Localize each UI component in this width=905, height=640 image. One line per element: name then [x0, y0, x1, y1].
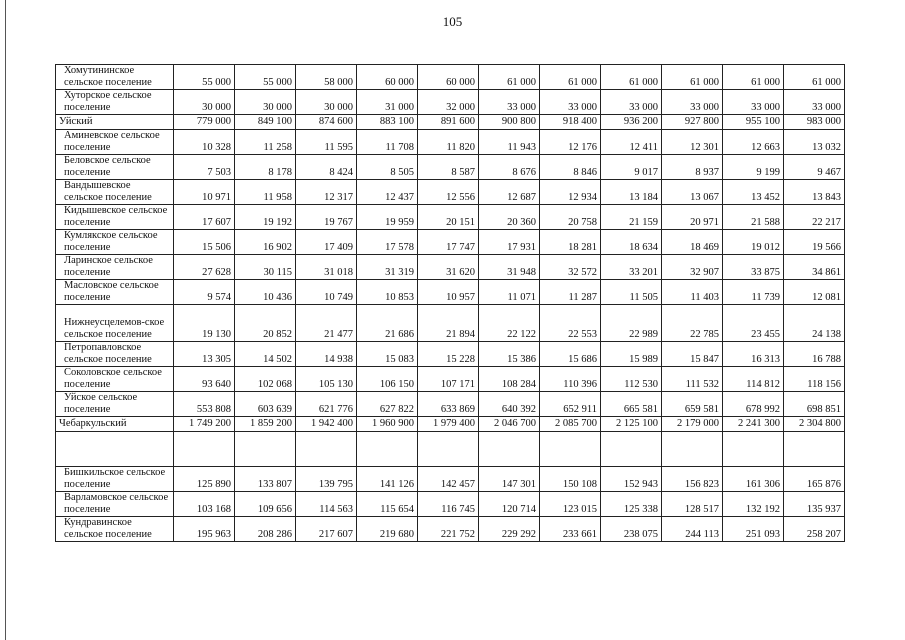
- value-cell: 135 937: [784, 492, 845, 517]
- value-cell: 1 979 400: [418, 417, 479, 432]
- value-cell: 19 767: [296, 205, 357, 230]
- row-name-cell: Масловское сельское поселение: [56, 280, 174, 305]
- value-cell: 8 587: [418, 155, 479, 180]
- value-cell: 17 578: [357, 230, 418, 255]
- value-cell: 244 113: [662, 517, 723, 542]
- page-number: 105: [442, 14, 463, 29]
- value-cell: 12 556: [418, 180, 479, 205]
- value-cell: 30 000: [174, 90, 235, 115]
- value-cell: [784, 432, 845, 467]
- value-cell: 105 130: [296, 367, 357, 392]
- value-cell: 14 938: [296, 342, 357, 367]
- value-cell: 19 959: [357, 205, 418, 230]
- value-cell: 1 942 400: [296, 417, 357, 432]
- settlement-row: [56, 155, 845, 180]
- value-cell: 9 199: [723, 155, 784, 180]
- value-cell: 108 284: [479, 367, 540, 392]
- value-cell: 22 217: [784, 205, 845, 230]
- left-margin-rule: [5, 0, 6, 640]
- value-cell: 30 000: [296, 90, 357, 115]
- value-cell: 12 301: [662, 130, 723, 155]
- value-cell: 33 000: [479, 90, 540, 115]
- value-cell: 17 747: [418, 230, 479, 255]
- row-name-cell: Аминевское сельское поселение: [56, 130, 174, 155]
- row-name-cell: Хомутининское сельское поселение: [56, 65, 174, 90]
- value-cell: 1 859 200: [235, 417, 296, 432]
- value-cell: 12 081: [784, 280, 845, 305]
- value-cell: 114 812: [723, 367, 784, 392]
- value-cell: 195 963: [174, 517, 235, 542]
- settlement-row: [56, 467, 845, 492]
- value-cell: 123 015: [540, 492, 601, 517]
- value-cell: 9 467: [784, 155, 845, 180]
- value-cell: 102 068: [235, 367, 296, 392]
- value-cell: 12 437: [357, 180, 418, 205]
- value-cell: 19 566: [784, 230, 845, 255]
- value-cell: 23 455: [723, 305, 784, 342]
- value-cell: 652 911: [540, 392, 601, 417]
- value-cell: [418, 432, 479, 467]
- row-name-cell: Уйское сельское поселение: [56, 392, 174, 417]
- settlement-row: [56, 305, 845, 342]
- value-cell: 61 000: [540, 65, 601, 90]
- value-cell: 627 822: [357, 392, 418, 417]
- value-cell: 22 989: [601, 305, 662, 342]
- value-cell: 11 595: [296, 130, 357, 155]
- value-cell: 11 820: [418, 130, 479, 155]
- value-cell: 33 000: [540, 90, 601, 115]
- value-cell: 20 360: [479, 205, 540, 230]
- value-cell: [601, 432, 662, 467]
- value-cell: 14 502: [235, 342, 296, 367]
- value-cell: 13 452: [723, 180, 784, 205]
- value-cell: 15 847: [662, 342, 723, 367]
- settlement-row: [56, 130, 845, 155]
- value-cell: 22 785: [662, 305, 723, 342]
- value-cell: 659 581: [662, 392, 723, 417]
- value-cell: 10 971: [174, 180, 235, 205]
- value-cell: 891 600: [418, 115, 479, 130]
- value-cell: 152 943: [601, 467, 662, 492]
- value-cell: [540, 432, 601, 467]
- data-table: [55, 64, 845, 542]
- value-cell: 165 876: [784, 467, 845, 492]
- value-cell: 33 000: [723, 90, 784, 115]
- value-cell: 1 960 900: [357, 417, 418, 432]
- value-cell: 900 800: [479, 115, 540, 130]
- value-cell: [174, 432, 235, 467]
- value-cell: 7 503: [174, 155, 235, 180]
- row-name-cell: Соколовское сельское поселение: [56, 367, 174, 392]
- row-name-cell: Беловское сельское поселение: [56, 155, 174, 180]
- value-cell: 55 000: [174, 65, 235, 90]
- value-cell: 10 328: [174, 130, 235, 155]
- value-cell: 142 457: [418, 467, 479, 492]
- value-cell: 8 178: [235, 155, 296, 180]
- value-cell: 678 992: [723, 392, 784, 417]
- value-cell: 883 100: [357, 115, 418, 130]
- value-cell: 55 000: [235, 65, 296, 90]
- value-cell: 2 304 800: [784, 417, 845, 432]
- value-cell: 11 287: [540, 280, 601, 305]
- value-cell: 10 749: [296, 280, 357, 305]
- value-cell: 31 319: [357, 255, 418, 280]
- value-cell: 621 776: [296, 392, 357, 417]
- value-cell: 13 184: [601, 180, 662, 205]
- table-body: [56, 65, 845, 542]
- value-cell: 15 989: [601, 342, 662, 367]
- value-cell: 208 286: [235, 517, 296, 542]
- row-name-cell: Нижнеусцелемов-ское сельское поселение: [56, 305, 174, 342]
- value-cell: 61 000: [662, 65, 723, 90]
- value-cell: 60 000: [357, 65, 418, 90]
- value-cell: 147 301: [479, 467, 540, 492]
- settlement-row: [56, 342, 845, 367]
- value-cell: 10 957: [418, 280, 479, 305]
- row-name-cell: Кумлякское сельское поселение: [56, 230, 174, 255]
- value-cell: 238 075: [601, 517, 662, 542]
- value-cell: 10 436: [235, 280, 296, 305]
- value-cell: 698 851: [784, 392, 845, 417]
- value-cell: [662, 432, 723, 467]
- value-cell: 21 477: [296, 305, 357, 342]
- value-cell: 33 875: [723, 255, 784, 280]
- value-cell: 114 563: [296, 492, 357, 517]
- value-cell: 633 869: [418, 392, 479, 417]
- value-cell: 12 663: [723, 130, 784, 155]
- value-cell: 9 017: [601, 155, 662, 180]
- value-cell: 16 902: [235, 230, 296, 255]
- value-cell: 116 745: [418, 492, 479, 517]
- value-cell: 19 130: [174, 305, 235, 342]
- settlement-row: [56, 230, 845, 255]
- row-name-cell: [56, 432, 174, 467]
- value-cell: 150 108: [540, 467, 601, 492]
- value-cell: 30 000: [235, 90, 296, 115]
- value-cell: 640 392: [479, 392, 540, 417]
- value-cell: 139 795: [296, 467, 357, 492]
- value-cell: 60 000: [418, 65, 479, 90]
- value-cell: 156 823: [662, 467, 723, 492]
- value-cell: 15 686: [540, 342, 601, 367]
- value-cell: [357, 432, 418, 467]
- settlement-row: [56, 180, 845, 205]
- value-cell: 16 313: [723, 342, 784, 367]
- value-cell: 849 100: [235, 115, 296, 130]
- row-name-cell: Петропавловское сельское поселение: [56, 342, 174, 367]
- spacer-row: [56, 432, 845, 467]
- value-cell: 8 937: [662, 155, 723, 180]
- value-cell: 11 258: [235, 130, 296, 155]
- value-cell: 24 138: [784, 305, 845, 342]
- value-cell: 18 469: [662, 230, 723, 255]
- row-name-cell: Варламовское сельское поселение: [56, 492, 174, 517]
- value-cell: 27 628: [174, 255, 235, 280]
- value-cell: 918 400: [540, 115, 601, 130]
- settlement-row: [56, 492, 845, 517]
- value-cell: 32 000: [418, 90, 479, 115]
- value-cell: 61 000: [784, 65, 845, 90]
- value-cell: 11 505: [601, 280, 662, 305]
- value-cell: 955 100: [723, 115, 784, 130]
- value-cell: 8 846: [540, 155, 601, 180]
- value-cell: 12 176: [540, 130, 601, 155]
- district-row: [56, 115, 845, 130]
- value-cell: 13 032: [784, 130, 845, 155]
- value-cell: 15 506: [174, 230, 235, 255]
- value-cell: 15 386: [479, 342, 540, 367]
- value-cell: 2 179 000: [662, 417, 723, 432]
- value-cell: 141 126: [357, 467, 418, 492]
- row-name-cell: Вандышевское сельское поселение: [56, 180, 174, 205]
- value-cell: 217 607: [296, 517, 357, 542]
- value-cell: 22 122: [479, 305, 540, 342]
- value-cell: 8 505: [357, 155, 418, 180]
- value-cell: 13 067: [662, 180, 723, 205]
- value-cell: 2 046 700: [479, 417, 540, 432]
- row-name-cell: Уйский: [56, 115, 174, 130]
- value-cell: 8 676: [479, 155, 540, 180]
- value-cell: 32 907: [662, 255, 723, 280]
- value-cell: 33 000: [662, 90, 723, 115]
- value-cell: 33 000: [784, 90, 845, 115]
- value-cell: 15 083: [357, 342, 418, 367]
- value-cell: 233 661: [540, 517, 601, 542]
- value-cell: 221 752: [418, 517, 479, 542]
- settlement-row: [56, 280, 845, 305]
- value-cell: 8 424: [296, 155, 357, 180]
- value-cell: 21 159: [601, 205, 662, 230]
- value-cell: 17 409: [296, 230, 357, 255]
- value-cell: 11 403: [662, 280, 723, 305]
- value-cell: 18 634: [601, 230, 662, 255]
- value-cell: 33 000: [601, 90, 662, 115]
- value-cell: 20 151: [418, 205, 479, 230]
- value-cell: 110 396: [540, 367, 601, 392]
- value-cell: 13 843: [784, 180, 845, 205]
- value-cell: 11 943: [479, 130, 540, 155]
- value-cell: 18 281: [540, 230, 601, 255]
- value-cell: [296, 432, 357, 467]
- value-cell: 31 620: [418, 255, 479, 280]
- value-cell: 11 739: [723, 280, 784, 305]
- value-cell: 106 150: [357, 367, 418, 392]
- value-cell: 118 156: [784, 367, 845, 392]
- row-name-cell: Кидышевское сельское поселение: [56, 205, 174, 230]
- value-cell: 16 788: [784, 342, 845, 367]
- value-cell: 927 800: [662, 115, 723, 130]
- value-cell: 128 517: [662, 492, 723, 517]
- value-cell: 109 656: [235, 492, 296, 517]
- settlement-row: [56, 392, 845, 417]
- value-cell: 161 306: [723, 467, 784, 492]
- value-cell: 2 125 100: [601, 417, 662, 432]
- value-cell: 19 192: [235, 205, 296, 230]
- value-cell: 983 000: [784, 115, 845, 130]
- district-row: [56, 417, 845, 432]
- value-cell: 112 530: [601, 367, 662, 392]
- value-cell: 12 687: [479, 180, 540, 205]
- value-cell: 31 948: [479, 255, 540, 280]
- row-name-cell: Кундравинское сельское поселение: [56, 517, 174, 542]
- settlement-row: [56, 255, 845, 280]
- value-cell: 603 639: [235, 392, 296, 417]
- row-name-cell: Ларинское сельское поселение: [56, 255, 174, 280]
- value-cell: 2 085 700: [540, 417, 601, 432]
- value-cell: 12 934: [540, 180, 601, 205]
- value-cell: 779 000: [174, 115, 235, 130]
- value-cell: [479, 432, 540, 467]
- value-cell: 553 808: [174, 392, 235, 417]
- value-cell: 31 000: [357, 90, 418, 115]
- value-cell: 258 207: [784, 517, 845, 542]
- value-cell: 120 714: [479, 492, 540, 517]
- value-cell: 21 894: [418, 305, 479, 342]
- value-cell: 665 581: [601, 392, 662, 417]
- value-cell: 20 971: [662, 205, 723, 230]
- value-cell: 132 192: [723, 492, 784, 517]
- value-cell: 34 861: [784, 255, 845, 280]
- value-cell: 13 305: [174, 342, 235, 367]
- value-cell: 1 749 200: [174, 417, 235, 432]
- value-cell: 31 018: [296, 255, 357, 280]
- value-cell: 11 708: [357, 130, 418, 155]
- value-cell: 33 201: [601, 255, 662, 280]
- value-cell: 936 200: [601, 115, 662, 130]
- value-cell: 251 093: [723, 517, 784, 542]
- value-cell: 10 853: [357, 280, 418, 305]
- row-name-cell: Хуторское сельское поселение: [56, 90, 174, 115]
- value-cell: 61 000: [601, 65, 662, 90]
- value-cell: 20 758: [540, 205, 601, 230]
- value-cell: 219 680: [357, 517, 418, 542]
- settlement-row: [56, 205, 845, 230]
- value-cell: [723, 432, 784, 467]
- value-cell: 61 000: [723, 65, 784, 90]
- value-cell: 11 958: [235, 180, 296, 205]
- value-cell: 17 931: [479, 230, 540, 255]
- settlement-row: [56, 367, 845, 392]
- value-cell: 11 071: [479, 280, 540, 305]
- value-cell: 17 607: [174, 205, 235, 230]
- value-cell: 21 686: [357, 305, 418, 342]
- value-cell: 125 338: [601, 492, 662, 517]
- value-cell: 30 115: [235, 255, 296, 280]
- value-cell: 9 574: [174, 280, 235, 305]
- value-cell: 12 317: [296, 180, 357, 205]
- value-cell: 12 411: [601, 130, 662, 155]
- value-cell: 2 241 300: [723, 417, 784, 432]
- value-cell: 111 532: [662, 367, 723, 392]
- value-cell: 874 600: [296, 115, 357, 130]
- value-cell: 21 588: [723, 205, 784, 230]
- settlement-row: [56, 65, 845, 90]
- value-cell: [235, 432, 296, 467]
- value-cell: 125 890: [174, 467, 235, 492]
- settlement-row: [56, 517, 845, 542]
- value-cell: 61 000: [479, 65, 540, 90]
- value-cell: 93 640: [174, 367, 235, 392]
- value-cell: 133 807: [235, 467, 296, 492]
- row-name-cell: Чебаркульский: [56, 417, 174, 432]
- value-cell: 22 553: [540, 305, 601, 342]
- value-cell: 58 000: [296, 65, 357, 90]
- row-name-cell: Бишкильское сельское поселение: [56, 467, 174, 492]
- value-cell: 229 292: [479, 517, 540, 542]
- value-cell: 32 572: [540, 255, 601, 280]
- value-cell: 115 654: [357, 492, 418, 517]
- value-cell: 20 852: [235, 305, 296, 342]
- value-cell: 103 168: [174, 492, 235, 517]
- value-cell: 107 171: [418, 367, 479, 392]
- value-cell: 15 228: [418, 342, 479, 367]
- value-cell: 19 012: [723, 230, 784, 255]
- settlement-row: [56, 90, 845, 115]
